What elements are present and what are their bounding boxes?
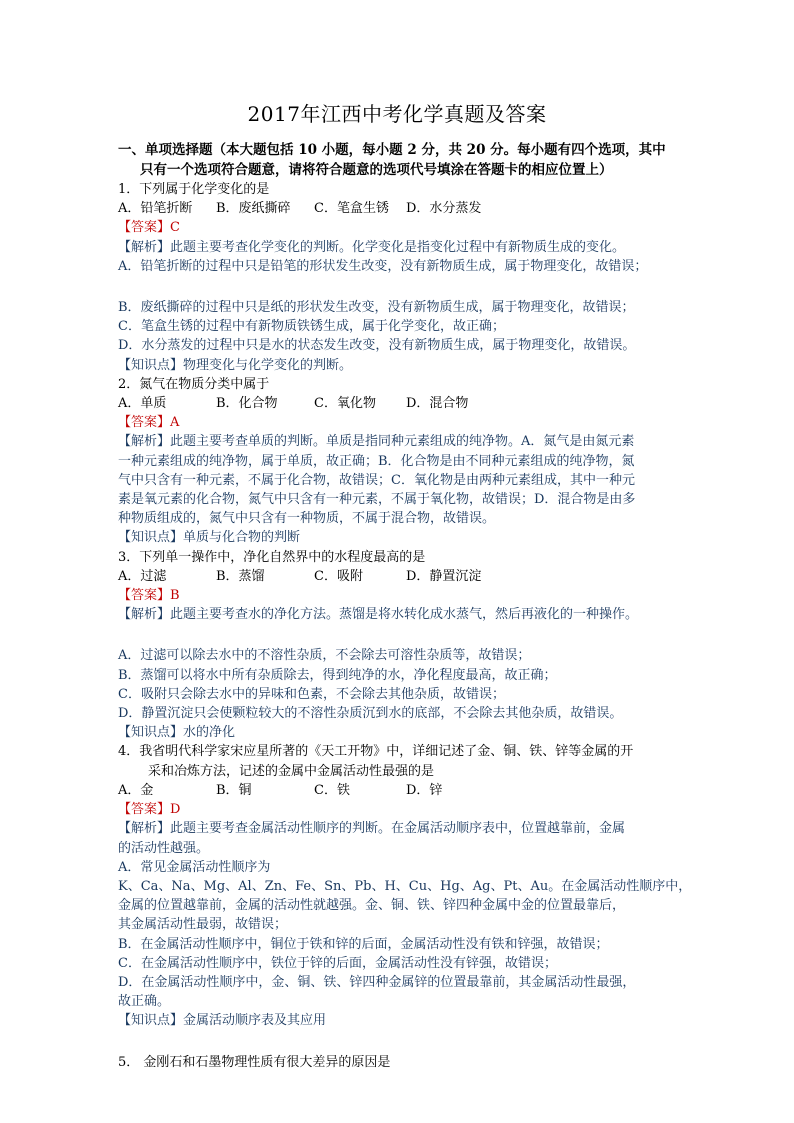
question-2-answer: 【答案】A (118, 415, 180, 431)
option-c: C．吸附 (314, 568, 363, 584)
question-1-answer: 【答案】C (118, 220, 180, 236)
question-4-analysis-b: B．在金属活动性顺序中，铜位于铁和锌的后面，金属活动性没有铁和锌强，故错误； (118, 936, 609, 952)
question-2-analysis-line2: 一种元素组成的纯净物，属于单质，故正确；B．化合物是由不同种元素组成的纯净物，氮 (118, 453, 635, 469)
question-4-answer: 【答案】D (118, 802, 181, 818)
question-4-analysis-line1: 【解析】此题主要考查金属活动性顺序的判断。在金属活动顺序表中，位置越靠前，金属 (118, 821, 626, 837)
option-c: C．铁 (314, 782, 350, 798)
question-2-knowledge-point: 【知识点】单质与化合物的判断 (118, 530, 301, 546)
question-3-options (118, 567, 688, 586)
question-4-analysis-a-head: A．常见金属活动性顺序为 (118, 859, 271, 875)
option-d: D．水分蒸发 (406, 201, 482, 217)
section-heading (118, 140, 688, 180)
question-1-analysis-a: A．铅笔折断的过程中只是铅笔的形状发生改变，没有新物质生成，属于物理变化，故错误； (118, 258, 648, 274)
question-3-analysis-c: C．吸附只会除去水中的异味和色素，不会除去其他杂质，故错误； (118, 686, 505, 702)
option-c: C．笔盒生锈 (314, 201, 389, 217)
question-4-analysis-line2: 的活动性越强。 (118, 840, 210, 856)
question-4-knowledge-point: 【知识点】金属活动顺序表及其应用 (118, 1013, 327, 1029)
option-a: A．单质 (118, 396, 167, 412)
question-1-analysis-d: D．水分蒸发的过程中只是水的状态发生改变，没有新物质生成，属于物理变化，故错误。 (118, 338, 636, 354)
question-1-analysis-c: C．笔盒生锈的过程中有新物质铁锈生成，属于化学变化，故正确； (118, 319, 505, 335)
question-3-knowledge-point: 【知识点】水的净化 (118, 725, 236, 741)
question-2-stem: 2．氮气在物质分类中属于 (118, 376, 270, 392)
question-4-stem-line1: 4．我省明代科学家宋应星所著的《天工开物》中，详细记述了金、铜、铁、锌等金属的开 (118, 744, 634, 760)
question-2-analysis-line3: 气中只含有一种元素，不属于化合物，故错误；C．氧化物是由两种元素组成，其中一种元 (118, 472, 635, 488)
option-d: D．静置沉淀 (406, 568, 482, 584)
question-4-analysis-a-line3: 其金属活动性最弱，故错误； (118, 917, 288, 933)
question-1-analysis-b: B．废纸撕碎的过程中只是纸的形状发生改变，没有新物质生成，属于物理变化，故错误； (118, 300, 635, 316)
question-4-analysis-a-line1: K、Ca、Na、Mg、Al、Zn、Fe、Sn、Pb、H、Cu、Hg、Ag、Pt、Au。在金属活动性顺序中， (118, 878, 692, 894)
question-2-analysis-line1: 【解析】此题主要考查单质的判断。单质是指同种元素组成的纯净物。A．氮气是由氮元素 (118, 434, 635, 450)
option-b: B．废纸撕碎 (216, 201, 291, 217)
question-1-analysis: 【解析】此题主要考查化学变化的判断。化学变化是指变化过程中有新物质生成的变化。 (118, 239, 626, 255)
question-4-stem-line2: 采和冶炼方法，记述的金属中金属活动性最强的是 (148, 763, 435, 779)
document-body (118, 140, 692, 1072)
question-5-stem: 5． 金刚石和石墨物理性质有很大差异的原因是 (118, 1054, 391, 1070)
option-b: B．化合物 (216, 396, 278, 412)
question-2-analysis-line5: 种物质组成的，氮气中只含有一种物质，不属于混合物，故错误。 (118, 511, 496, 527)
question-2-options (118, 394, 688, 413)
question-1-options (118, 199, 688, 218)
question-4-analysis-a-line2: 金属的位置越靠前，金属的活动性就越强。金、铜、铁、锌四种金属中金的位置最靠后， (118, 898, 626, 914)
question-3-analysis: 【解析】此题主要考查水的净化方法。蒸馏是将水转化成水蒸气，然后再液化的一种操作。 (118, 607, 639, 623)
option-d: D．锌 (406, 782, 443, 798)
option-b: B．铜 (216, 782, 252, 798)
question-4-analysis-c: C．在金属活动性顺序中，铁位于锌的后面，金属活动性没有锌强，故错误； (118, 955, 557, 971)
question-1-stem: 1．下列属于化学变化的是 (118, 182, 270, 197)
question-4-options (118, 781, 688, 800)
question-4-analysis-d-line1: D．在金属活动性顺序中，金、铜、铁、锌四种金属锌的位置最靠前，其金属活动性最强， (118, 974, 636, 990)
option-b: B．蒸馏 (216, 568, 265, 584)
option-a: A．金 (118, 782, 154, 798)
option-c: C．氧化物 (314, 396, 376, 412)
question-3-answer: 【答案】B (118, 588, 180, 604)
question-3-analysis-a: A．过滤可以除去水中的不溶性杂质，不会除去可溶性杂质等，故错误； (118, 648, 531, 664)
question-3-stem: 3．下列单一操作中，净化自然界中的水程度最高的是 (118, 549, 426, 565)
section-heading-line2: 只有一个选项符合题意，请将符合题意的选项代号填涂在答题卡的相应位置上） (140, 162, 613, 178)
question-2-analysis-line4: 素是氧元素的化合物，氮气中只含有一种元素，不属于氧化物，故错误；D．混合物是由多 (118, 492, 636, 508)
question-4-analysis-d-line2: 故正确。 (118, 994, 171, 1010)
question-3-analysis-b: B．蒸馏可以将水中所有杂质除去，得到纯净的水，净化程度最高，故正确； (118, 667, 557, 683)
section-heading-line1: 一、单项选择题（本大题包括 10 小题，每小题 2 分，共 20 分。每小题有四个选项，其中 (118, 142, 666, 158)
option-a: A．铅笔折断 (118, 201, 193, 217)
page-title: 2017年江西中考化学真题及答案 (247, 102, 547, 126)
option-d: D．混合物 (406, 396, 469, 412)
question-3-analysis-d: D．静置沉淀只会使颗粒较大的不溶性杂质沉到水的底部，不会除去其他杂质，故错误。 (118, 706, 623, 722)
question-1-knowledge-point: 【知识点】物理变化与化学变化的判断。 (118, 357, 353, 373)
option-a: A．过滤 (118, 568, 167, 584)
